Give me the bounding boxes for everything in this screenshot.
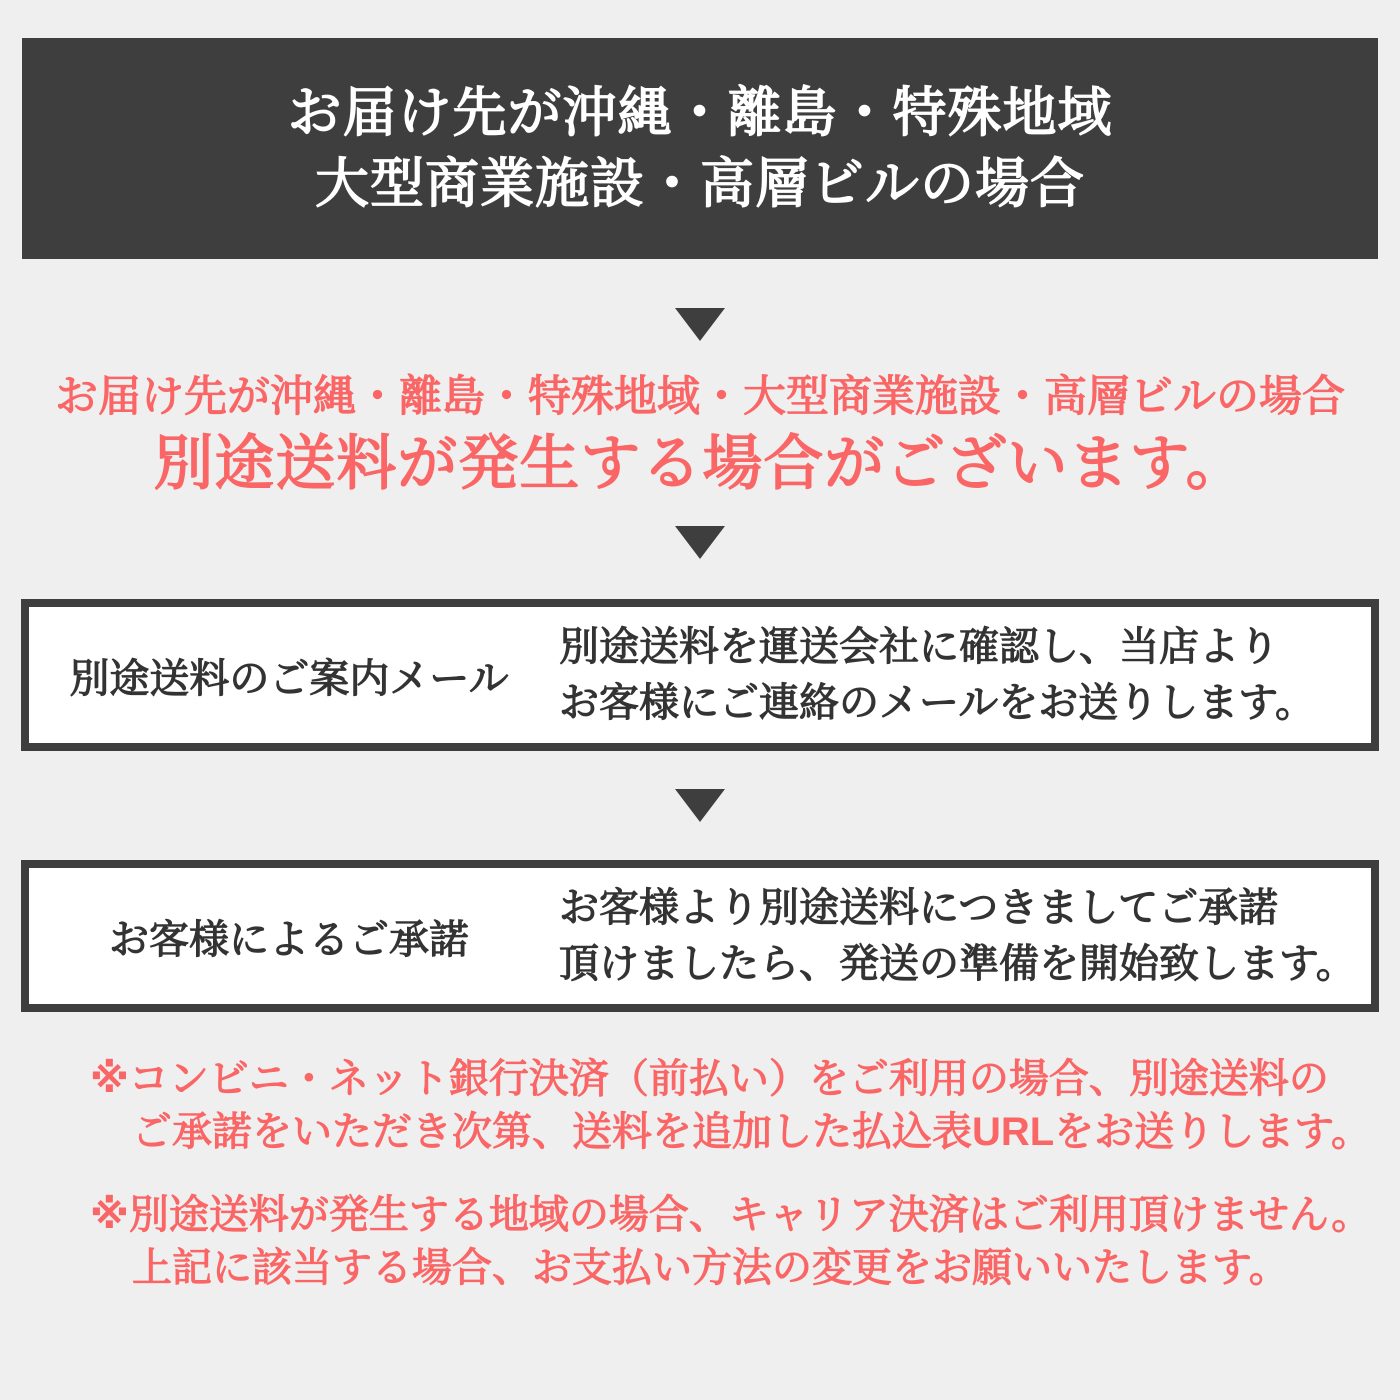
step-description-line2: お客様にご連絡のメールをお送りします。 xyxy=(559,681,1315,725)
step-description-line1: お客様より別途送料につきましてご承諾 xyxy=(559,886,1279,930)
note-prepayment xyxy=(90,1053,1372,1159)
note-line1: ※別途送料が発生する地域の場合、キャリア決済はご利用頂けません。 xyxy=(90,1193,1372,1237)
note-line2: ご承諾をいただき次第、送料を追加した払込表URLをお送りします。 xyxy=(132,1110,1372,1154)
step-description xyxy=(549,868,1371,1004)
step-description xyxy=(549,607,1371,743)
down-arrow-icon xyxy=(675,308,725,341)
lead-text xyxy=(0,372,1400,498)
header-banner xyxy=(22,38,1378,259)
step-label: お客様によるご承諾 xyxy=(109,917,469,962)
lead-condition-line: お届け先が沖縄・離島・特殊地域・大型商業施設・高層ビルの場合 xyxy=(55,373,1345,421)
note-line1: ※コンビニ・ネット銀行決済（前払い）をご利用の場合、別途送料の xyxy=(90,1057,1329,1101)
down-arrow-icon xyxy=(675,526,725,559)
note-line2: 上記に該当する場合、お支払い方法の変更をお願いいたします。 xyxy=(132,1246,1289,1290)
header-line1: お届け先が沖縄・離島・特殊地域 xyxy=(287,82,1113,143)
step-description-line2: 頂けましたら、発送の準備を開始致します。 xyxy=(559,942,1356,986)
note-carrier-payment xyxy=(90,1189,1372,1295)
step-label: 別途送料のご案内メール xyxy=(69,656,509,701)
header-line2: 大型商業施設・高層ビルの場合 xyxy=(315,153,1085,214)
notes-section xyxy=(0,1053,1400,1295)
lead-emphasis-line: 別途送料が発生する場合がございます。 xyxy=(153,430,1247,497)
step-description-line1: 別途送料を運送会社に確認し、当店より xyxy=(559,625,1279,669)
step-box-shipping-fee-mail xyxy=(21,599,1379,751)
down-arrow-icon xyxy=(675,789,725,822)
step-box-customer-approval xyxy=(21,860,1379,1012)
